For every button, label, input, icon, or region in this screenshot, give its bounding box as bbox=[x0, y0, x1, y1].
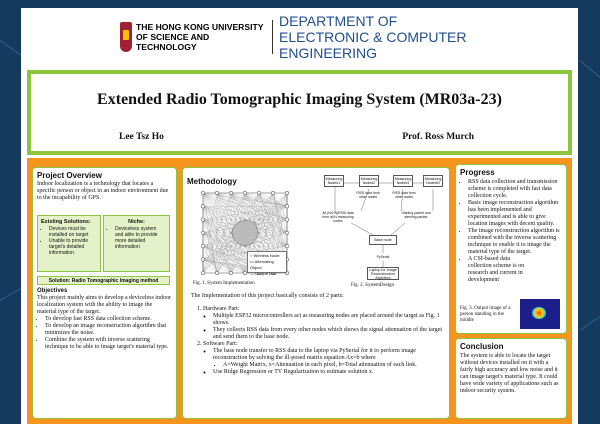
software-title: Software Part: bbox=[203, 341, 238, 347]
legend-wireless-node: ○ Wireless Node bbox=[250, 253, 280, 258]
existing-item: • Devices must be installed on target bbox=[49, 226, 97, 238]
wireless-node-marker bbox=[201, 205, 205, 209]
output-image bbox=[520, 299, 560, 329]
wireless-node-marker bbox=[229, 191, 233, 195]
software-sub-item: ▪ A=Weight Matrix, x=Attenuation in each pixel, b=Total attenuation of each link. bbox=[223, 362, 445, 369]
design-arrows bbox=[321, 171, 445, 281]
title-box bbox=[27, 70, 572, 155]
poster bbox=[21, 8, 578, 424]
objective-item: • Combine the system with inverse scattering technique to be able to image target's material type. bbox=[45, 337, 173, 351]
wireless-node-marker bbox=[257, 191, 261, 195]
legend-unique-link: — Unique Link bbox=[250, 271, 277, 276]
wireless-node-marker bbox=[215, 191, 219, 195]
bg-line bbox=[580, 60, 600, 80]
objectives-heading: Objectives bbox=[37, 288, 68, 294]
rssi-left-label: RSSI data from other nodes bbox=[356, 191, 380, 199]
legend-alternating-object: ▭ Alternating Object bbox=[250, 259, 274, 270]
conclusion-text: The system is able to locate the target without devices installed on it with a fairly high accuracy and low noise and it can image target's material type. It could have wide variety of applications such as indoor security system. bbox=[460, 353, 559, 394]
wireless-node-marker bbox=[229, 271, 233, 275]
department-name: DEPARTMENT OF ELECTRONIC & COMPUTER ENGINEERING bbox=[279, 13, 467, 61]
pyserial-label: PySerial bbox=[376, 255, 390, 259]
figure-system-implementation bbox=[189, 187, 317, 279]
measuring-node-3: Measuring Node#3 bbox=[394, 177, 412, 185]
wireless-node-marker bbox=[215, 271, 219, 275]
wireless-node-marker bbox=[285, 218, 289, 222]
fig2-caption: Fig. 2. SystemDesign bbox=[351, 283, 395, 288]
poster-header bbox=[27, 8, 572, 66]
solution-box: Solution: Radio Tomographic Imaging method bbox=[37, 276, 170, 285]
progress-heading: Progress bbox=[460, 168, 495, 177]
crest-icon bbox=[120, 22, 132, 52]
university-logo bbox=[120, 22, 266, 52]
fig1-legend bbox=[247, 251, 287, 276]
poster-title: Extended Radio Tomographic Imaging System (MR03a-23) bbox=[97, 91, 502, 108]
hardware-item: ◦ Multiple ESP32 microcontrollers act as measuring nodes are placed around the target as Fig. 1 shows. bbox=[213, 313, 445, 327]
wireless-node-marker bbox=[243, 191, 247, 195]
wireless-node-marker bbox=[285, 191, 289, 195]
measuring-node-1: Measuring Node#1 bbox=[325, 177, 343, 185]
fig1-caption: Fig. 1. System Implementation bbox=[193, 281, 255, 286]
progress-item: • RSS data collection and transmission scheme is completed with fast data collection cycle. bbox=[468, 179, 562, 200]
link-line bbox=[203, 260, 245, 274]
university-name: THE HONG KONG UNIVERSITY OF SCIENCE AND TECHNOLOGY bbox=[136, 22, 264, 52]
measuring-node-2: Measuring Node#2 bbox=[360, 177, 378, 185]
supervisor-name: Prof. Ross Murch bbox=[402, 132, 474, 142]
wireless-node-marker bbox=[201, 231, 205, 235]
software-item: ◦ Use Ridge Regression or TV Regularization to estimate solution x. bbox=[213, 369, 445, 376]
existing-box bbox=[37, 215, 101, 272]
hardware-title: Hardware Part: bbox=[203, 306, 240, 312]
implementation-text: The Implementation of this project basically consists of 2 parts: bbox=[191, 293, 344, 299]
wireless-node-marker bbox=[201, 258, 205, 262]
fig3-caption: Fig. 3. Output image of a person standing in the middle bbox=[460, 306, 511, 323]
conclusion-heading: Conclusion bbox=[460, 342, 504, 351]
overview-intro: Indoor localization is a technology that locates a specific person or object in an indoor environment due to the incapability of GPS. bbox=[37, 181, 169, 201]
overview-panel bbox=[32, 167, 177, 419]
overview-heading: Project Overview bbox=[37, 171, 102, 180]
objective-item: • To develop an image reconstruction algorithm that minimizes the noise. bbox=[45, 323, 173, 337]
niche-title: Niche: bbox=[128, 219, 145, 225]
software-intro: The base node transfer to RSS data to the laptop via PySerial for it to perform image reconstruction by solving the ill-posed matrix equation Ax=b where bbox=[213, 348, 416, 361]
wireless-node-marker bbox=[285, 244, 289, 248]
objectives-intro: This project mainly aims to develop a deviceless indoor localization system with the ability to image the material type of the target. bbox=[37, 295, 171, 315]
progress-item: • The image reconstruction algorithm is combined with the inverse scattering technique to enable it to image the material type of the target. bbox=[468, 228, 562, 256]
progress-panel bbox=[455, 164, 567, 334]
header-divider bbox=[272, 20, 273, 54]
conclusion-panel bbox=[455, 338, 567, 419]
objective-item: • To develop fast RSS data collection scheme. bbox=[45, 316, 173, 323]
wireless-node-marker bbox=[271, 191, 275, 195]
progress-item: • A CSI-based data collection scheme is on research and current in development bbox=[468, 256, 526, 284]
student-name: Lee Tsz Ho bbox=[119, 132, 164, 142]
bg-line bbox=[580, 313, 600, 331]
methodology-panel bbox=[182, 167, 450, 419]
wireless-node-marker bbox=[201, 191, 205, 195]
methodology-heading: Methodology bbox=[187, 177, 237, 186]
base-node: Base node bbox=[369, 235, 397, 245]
starting-packet-label: Starting packet and steering packet bbox=[401, 211, 431, 219]
niche-box bbox=[103, 215, 170, 272]
progress-item: • Basic image reconstruction algorithm has been implemented and experimented and is able to give location images with decent quality. bbox=[468, 200, 562, 228]
wireless-node-marker bbox=[285, 205, 289, 209]
hardware-item: ◦ They collects RSS data from every other nodes which shows the signal attenuation of the target and send them to the base node. bbox=[213, 327, 445, 341]
rssi-right-label: RSSI data from other nodes bbox=[392, 191, 416, 199]
figure-system-design bbox=[321, 171, 445, 281]
wireless-node-marker bbox=[285, 231, 289, 235]
content-area bbox=[27, 158, 572, 424]
measuring-node-n: Measuring Node#N bbox=[424, 177, 442, 185]
existing-item: • Unable to provide target's detailed information bbox=[49, 238, 97, 256]
wireless-node-marker bbox=[201, 271, 205, 275]
wireless-node-marker bbox=[201, 244, 205, 248]
wireless-node-marker bbox=[201, 218, 205, 222]
all-rssi-label: All (N/2-N)RSSI data from all N measuring nodes bbox=[322, 211, 354, 223]
laptop-node: Laptop for Image Reconstruction Algorithm bbox=[367, 267, 399, 280]
niche-item: • Deviceless system and able to provide more detailed information bbox=[115, 226, 166, 250]
existing-title: Existing Solutions: bbox=[41, 219, 91, 225]
